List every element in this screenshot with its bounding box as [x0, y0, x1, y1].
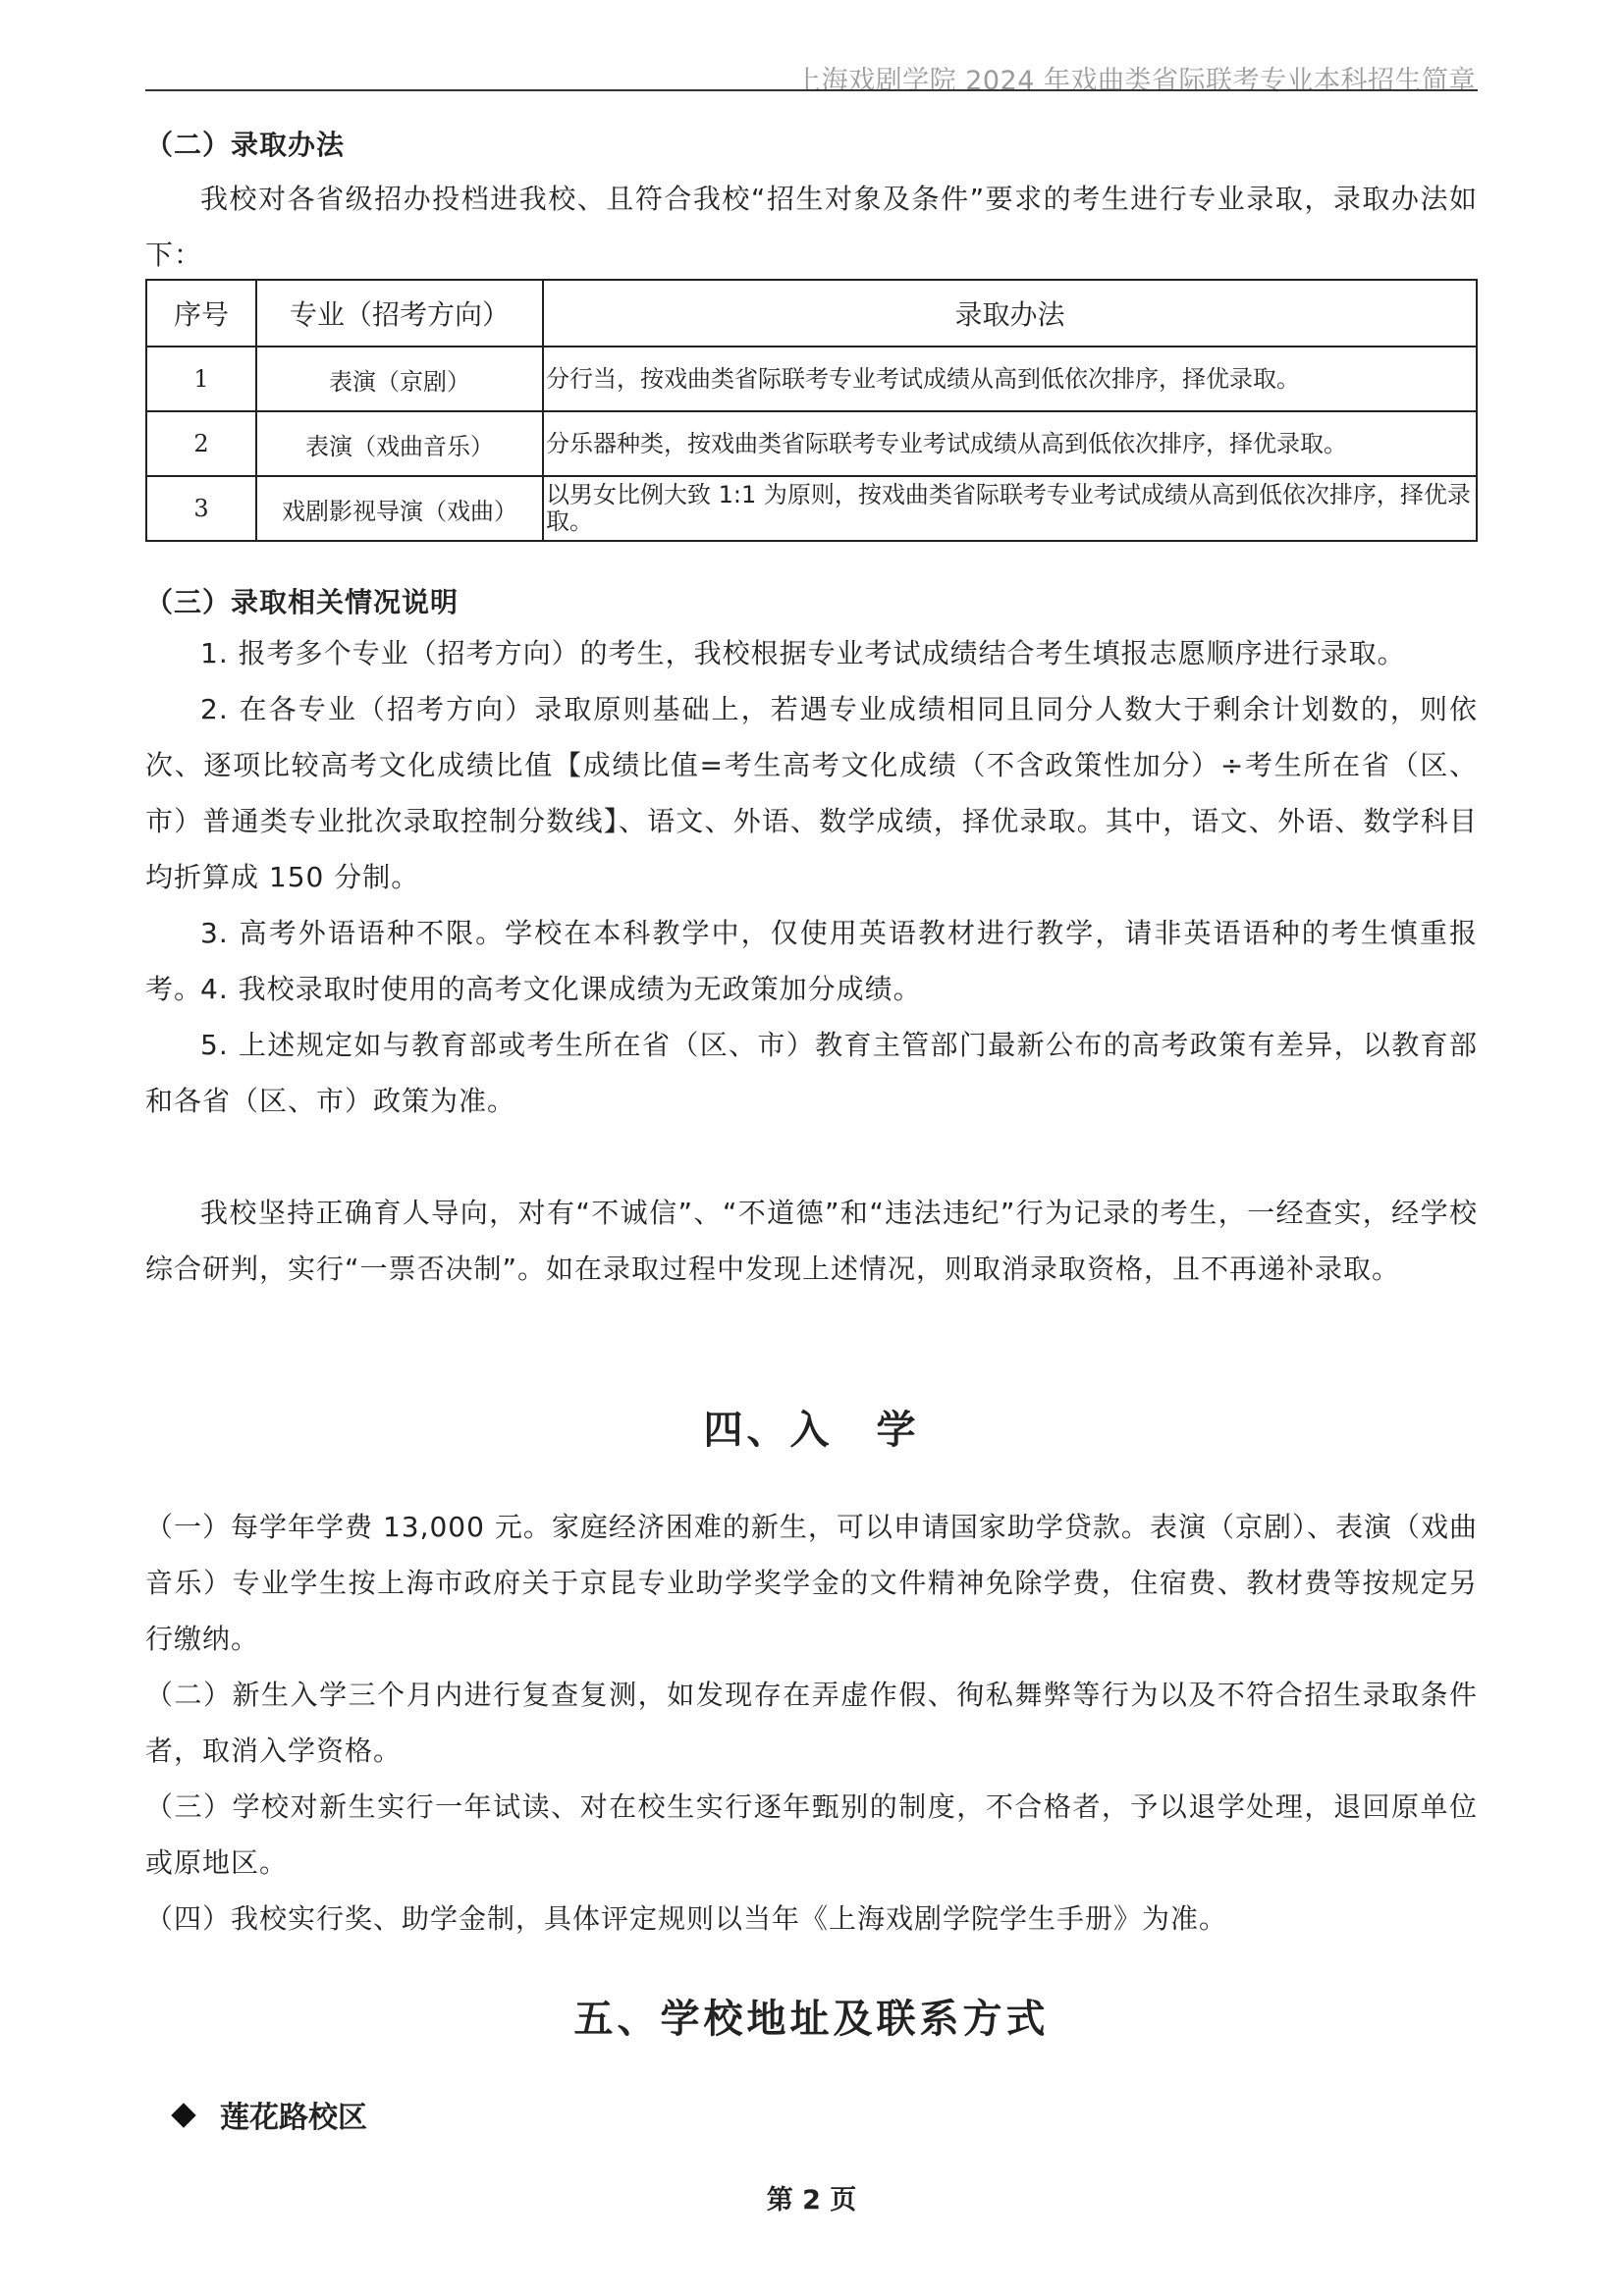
row-no: 1 — [146, 347, 256, 411]
note-item: 3. 高考外语语种不限。学校在本科教学中，仅使用英语教材进行教学，请非英语语种的考生慎重报考。 — [145, 917, 1478, 1005]
table-header-row — [146, 280, 1477, 347]
row-major: 表演（戏曲音乐） — [256, 411, 543, 476]
enrollment-item: （二）新生入学三个月内进行复查复测，如发现存在弄虚作假、徇私舞弊等行为以及不符合招生录取条件者，取消入学资格。 — [145, 1679, 1478, 1767]
note-item: 1. 报考多个专业（招考方向）的考生，我校根据专业考试成绩结合考生填报志愿顺序进行录取。 — [200, 637, 1406, 669]
row-method: 分乐器种类，按戏曲类省际联考专业考试成绩从高到低依次排序，择优录取。 — [543, 411, 1477, 476]
table-row — [146, 476, 1477, 541]
campus-item — [175, 2093, 367, 2136]
note-item: 4. 我校录取时使用的高考文化课成绩为无政策加分成绩。 — [200, 973, 922, 1005]
section-title-enrollment: 四、入 学 — [703, 1407, 920, 1453]
header-divider — [145, 89, 1478, 91]
column-header-method: 录取办法 — [543, 280, 1477, 347]
column-header-no: 序号 — [146, 280, 256, 347]
page-number: 第 2 页 — [766, 2185, 857, 2216]
section-title-contact: 五、学校地址及联系方式 — [573, 1996, 1050, 2042]
column-header-major: 专业（招考方向） — [256, 280, 543, 347]
row-no: 2 — [146, 411, 256, 476]
running-header: 上海戏剧学院 2024 年戏曲类省际联考专业本科招生简章 — [794, 66, 1476, 96]
row-major: 戏剧影视导演（戏曲） — [256, 476, 543, 541]
enrollment-item: （一）每学年学费 13,000 元。家庭经济困难的新生，可以申请国家助学贷款。表演（京剧）、表演（戏曲音乐）专业学生按上海市政府关于京昆专业助学奖学金的文件精神免除学费，住宿费、教材费等按规定另行缴纳。 — [145, 1511, 1478, 1655]
campus-name: 莲花路校区 — [220, 2101, 367, 2135]
enrollment-item: （三）学校对新生实行一年试读、对在校生实行逐年甄别的制度，不合格者，予以退学处理，退回原单位或原地区。 — [145, 1790, 1478, 1879]
table-row — [146, 411, 1477, 476]
admission-method-heading: （二）录取办法 — [145, 129, 346, 161]
row-method: 分行当，按戏曲类省际联考专业考试成绩从高到低依次排序，择优录取。 — [543, 347, 1477, 411]
enrollment-item: （四）我校实行奖、助学金制，具体评定规则以当年《上海戏剧学院学生手册》为准。 — [145, 1902, 1228, 1935]
integrity-statement: 我校坚持正确育人导向，对有“不诚信”、“不道德”和“违法违纪”行为记录的考生，一经查实，经学校综合研判，实行“一票否决制”。如在录取过程中发现上述情况，则取消录取资格，且不再递补录取。 — [145, 1197, 1478, 1285]
row-method: 以男女比例大致 1:1 为原则，按戏曲类省际联考专业考试成绩从高到低依次排序，择优录取。 — [543, 476, 1477, 541]
note-item: 5. 上述规定如与教育部或考生所在省（区、市）教育主管部门最新公布的高考政策有差异，以教育部和各省（区、市）政策为准。 — [145, 1029, 1478, 1117]
notes-heading: （三）录取相关情况说明 — [145, 586, 460, 618]
table-row — [146, 347, 1477, 411]
admission-method-intro: 我校对各省级招办投档进我校、且符合我校“招生对象及条件”要求的考生进行专业录取，录取办法如下： — [145, 183, 1478, 271]
row-no: 3 — [146, 476, 256, 541]
diamond-bullet-icon — [171, 2103, 195, 2127]
admission-table — [145, 279, 1478, 542]
row-major: 表演（京剧） — [256, 347, 543, 411]
note-item: 2. 在各专业（招考方向）录取原则基础上，若遇专业成绩相同且同分人数大于剩余计划数的，则依次、逐项比较高考文化成绩比值【成绩比值=考生高考文化成绩（不含政策性加分）÷考生所在省（区、市）普通类专业批次录取控制分数线】、语文、外语、数学成绩，择优录取。其中，语文、外语、数学科目均折算成 150 分制。 — [145, 693, 1478, 893]
